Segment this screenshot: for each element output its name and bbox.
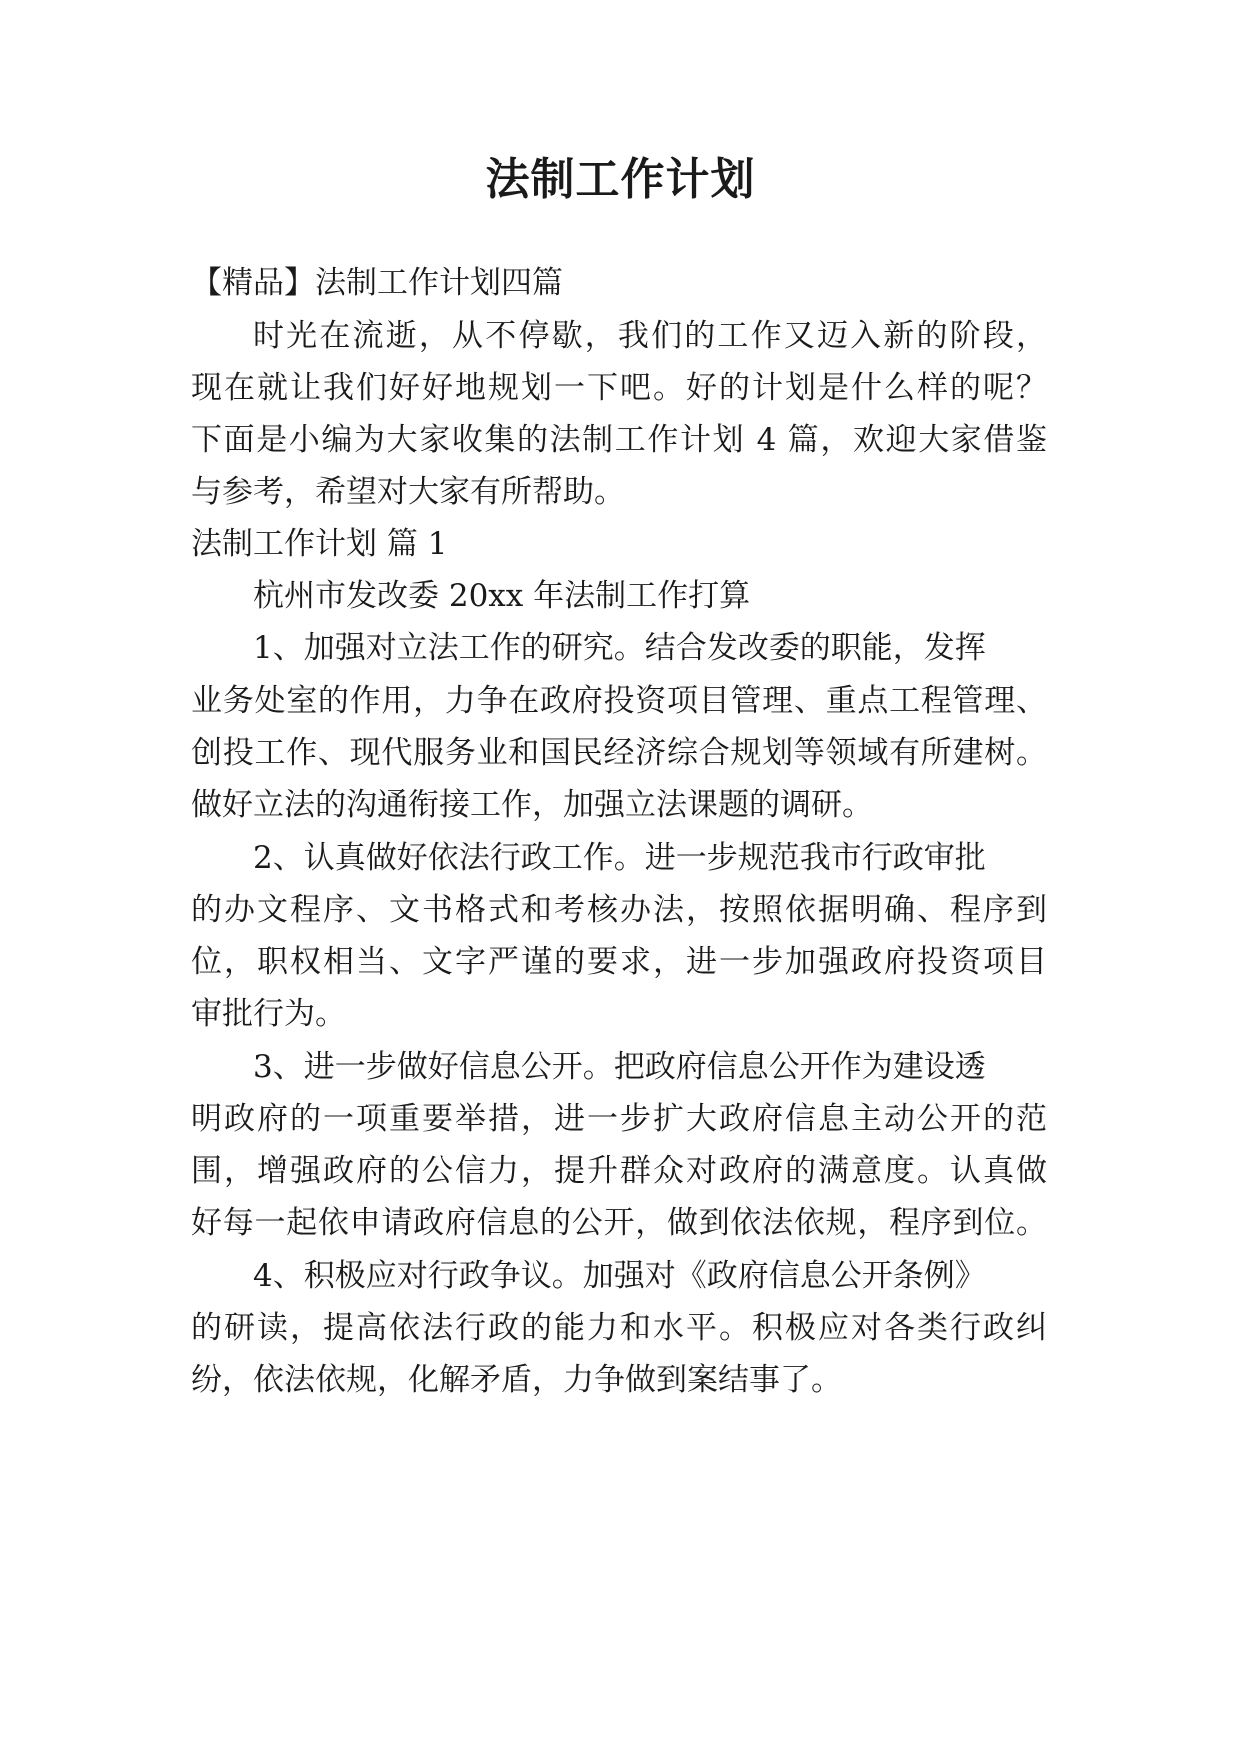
section-heading: 法制工作计划 篇 1	[191, 526, 448, 562]
paragraph-line: 4、积极应对行政争议。加强对《政府信息公开条例》	[253, 1258, 986, 1294]
paragraph-line: 位，职权相当、文字严谨的要求，进一步加强政府投资项目	[191, 944, 1047, 980]
paragraph-line: 1、加强对立法工作的研究。结合发改委的职能，发挥	[253, 630, 986, 666]
paragraph-line: 业务处室的作用，力争在政府投资项目管理、重点工程管理、	[191, 683, 1047, 719]
paragraph-line: 围，增强政府的公信力，提升群众对政府的满意度。认真做	[191, 1153, 1047, 1189]
paragraph-line: 好每一起依申请政府信息的公开，做到依法依规，程序到位。	[191, 1205, 1047, 1241]
paragraph-line: 下面是小编为大家收集的法制工作计划 4 篇，欢迎大家借鉴	[191, 422, 1047, 458]
section-subtitle: 杭州市发改委 20xx 年法制工作打算	[253, 578, 751, 614]
intro-heading: 【精品】法制工作计划四篇	[191, 265, 563, 301]
paragraph-line: 现在就让我们好好地规划一下吧。好的计划是什么样的呢？	[191, 370, 1047, 406]
paragraph-line: 与参考，希望对大家有所帮助。	[191, 474, 625, 510]
document-title: 法制工作计划	[485, 154, 756, 205]
paragraph-line: 纷，依法依规，化解矛盾，力争做到案结事了。	[191, 1362, 842, 1398]
paragraph-line: 的研读，提高依法行政的能力和水平。积极应对各类行政纠	[191, 1310, 1047, 1346]
paragraph-line: 审批行为。	[191, 996, 346, 1032]
paragraph-line: 创投工作、现代服务业和国民经济综合规划等领域有所建树。	[191, 735, 1047, 771]
paragraph-line: 的办文程序、文书格式和考核办法，按照依据明确、程序到	[191, 892, 1047, 928]
paragraph-line: 明政府的一项重要举措，进一步扩大政府信息主动公开的范	[191, 1101, 1047, 1137]
paragraph-line: 3、进一步做好信息公开。把政府信息公开作为建设透	[253, 1049, 986, 1085]
paragraph-line: 时光在流逝，从不停歇，我们的工作又迈入新的阶段，	[253, 318, 1047, 354]
paragraph-line: 做好立法的沟通衔接工作，加强立法课题的调研。	[191, 787, 873, 823]
paragraph-line: 2、认真做好依法行政工作。进一步规范我市行政审批	[253, 840, 986, 876]
